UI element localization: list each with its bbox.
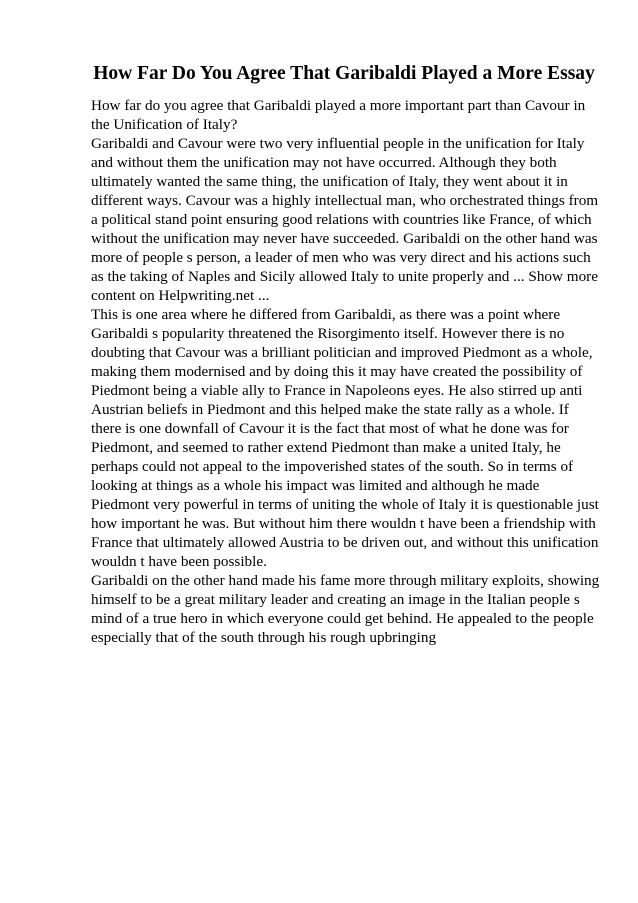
document-title: How Far Do You Agree That Garibaldi Played a More Essay — [93, 63, 595, 84]
cavour-paragraph: This is one area where he differed from Garibaldi, as there was a point where Garibaldi s popularity threatened the Risorgimento itself. However there is no doubting that Cavour was a brilliant politician and improved Piedmont as a whole, making them modernised and by doing this it may have created the possibility of Piedmont being a viable ally to France in Napoleons eyes. He also stirred up anti Austrian beliefs in Piedmont and this helped make the state rally as a whole. If there is one downfall of Cavour it is the fact that most of what he done was for Piedmont, and seemed to rather extend Piedmont than make a united Italy, he perhaps could not appeal to the impoverished states of the south. So in terms of looking at things as a whole his impact was limited and although he made Piedmont very powerful in terms of uniting the whole of Italy it is questionable just how important he was. But without him there wouldn t have been a friendship with France that ultimately allowed Austria to be driven out, and without this unification wouldn t have been possible. — [91, 306, 599, 570]
intro-paragraph: Garibaldi and Cavour were two very influential people in the unification for Italy and without them the unification may not have occurred. Although they both ultimately wanted the same thing, the unification of Italy, they went about it in different ways. Cavour was a highly intellectual man, who orchestrated things from a political stand point ensuring good relations with countries like France, of which without the unification may never have succeeded. Garibaldi on the other hand was more of people s person, a leader of men who was very direct and his actions such as the taking of Naples and Sicily allowed Italy to unite properly and ... Show more content on Helpwriting.net ... — [91, 135, 599, 304]
document-body — [91, 96, 601, 647]
garibaldi-paragraph: Garibaldi on the other hand made his fame more through military exploits, showing himself to be a great military leader and creating an image in the Italian people s mind of a true hero in which everyone could get behind. He appealed to the people especially that of the south through his rough upbringing — [91, 572, 600, 646]
question-paragraph: How far do you agree that Garibaldi played a more important part than Cavour in the Unification of Italy? — [91, 97, 586, 133]
